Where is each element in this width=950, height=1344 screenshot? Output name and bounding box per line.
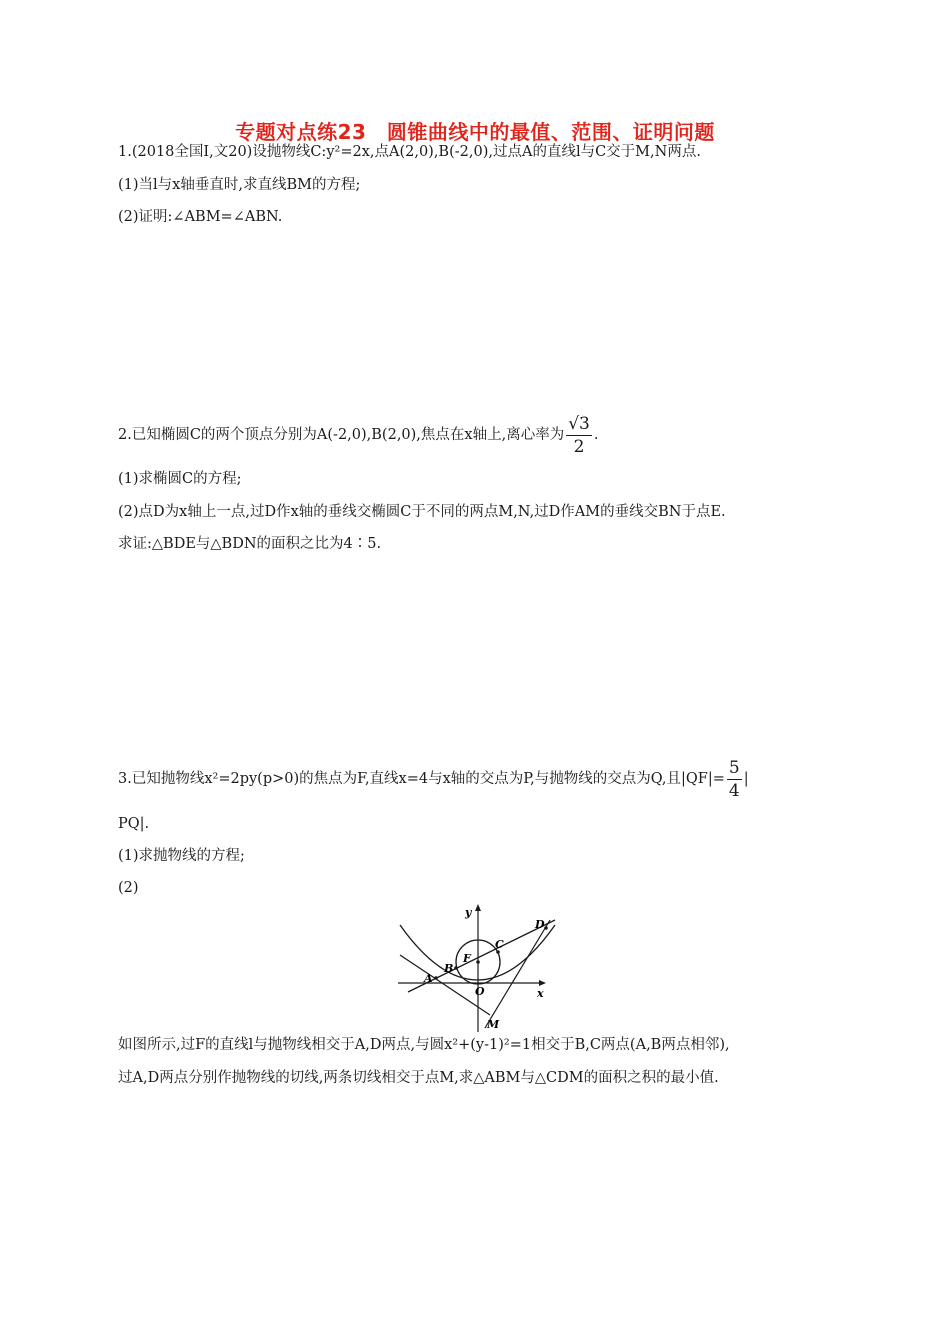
q2-stem <box>118 412 598 458</box>
fraction-numerator: 5 <box>728 757 740 778</box>
q2-part1: (1)求椭圆C的方程; <box>118 471 242 487</box>
label-x: x <box>537 987 544 1000</box>
q3-stem-continued: PQ|. <box>118 816 150 832</box>
point-D <box>544 926 548 930</box>
fraction-numerator: √3 <box>568 413 590 434</box>
geometry-figure <box>390 900 560 1035</box>
q2-part2-continued: 求证:△BDE与△BDN的面积之比为4∶5. <box>118 536 382 552</box>
page-title: 专题对点练23 圆锥曲线中的最值、范围、证明问题 <box>235 120 715 144</box>
q3-part2-label: (2) <box>118 880 139 896</box>
label-F: F <box>463 952 471 965</box>
q3-part2: 如图所示,过F的直线l与抛物线相交于A,D两点,与圆x²+(y-1)²=1相交于B,C两点(A,B两点相邻), <box>118 1037 730 1053</box>
q3-part1: (1)求抛物线的方程; <box>118 848 245 864</box>
q1-part1: (1)当l与x轴垂直时,求直线BM的方程; <box>118 177 361 193</box>
fraction-denominator: 2 <box>573 436 585 457</box>
q3-stem <box>118 756 749 802</box>
label-D: D <box>535 918 545 931</box>
point-B <box>454 966 458 970</box>
q2-stem-end: . <box>593 427 599 443</box>
y-axis-arrow <box>475 904 481 911</box>
ratio-fraction <box>727 757 742 802</box>
q3-part2-continued: 过A,D两点分别作抛物线的切线,两条切线相交于点M,求△ABM与△CDM的面积之积的最小值. <box>118 1070 719 1086</box>
q3-stem-end: | <box>743 771 749 787</box>
label-O: O <box>475 985 485 998</box>
x-axis-arrow <box>539 980 546 986</box>
label-A: A <box>424 972 433 985</box>
label-y: y <box>465 906 472 919</box>
label-B: B <box>444 962 454 975</box>
label-M: M <box>487 1018 500 1031</box>
fraction-denominator: 4 <box>728 780 740 801</box>
point-F <box>476 960 480 964</box>
q3-stem-text: 3.已知抛物线x²=2py(p>0)的焦点为F,直线x=4与x轴的交点为P,与抛物线的交点为Q,且|QF|= <box>118 771 725 787</box>
label-C: C <box>495 938 504 951</box>
q2-stem-text: 2.已知椭圆C的两个顶点分别为A(-2,0),B(2,0),焦点在x轴上,离心率为 <box>118 427 565 443</box>
eccentricity-fraction <box>566 413 592 458</box>
q2-part2: (2)点D为x轴上一点,过D作x轴的垂线交椭圆C于不同的两点M,N,过D作AM的垂线交BN于点E. <box>118 504 726 520</box>
q1-part2: (2)证明:∠ABM=∠ABN. <box>118 209 283 225</box>
tangent-at-D <box>485 920 550 1028</box>
point-A <box>434 976 438 980</box>
q1-stem: 1.(2018全国Ⅰ,文20)设抛物线C:y²=2x,点A(2,0),B(-2,0),过点A的直线l与C交于M,N两点. <box>118 144 701 160</box>
